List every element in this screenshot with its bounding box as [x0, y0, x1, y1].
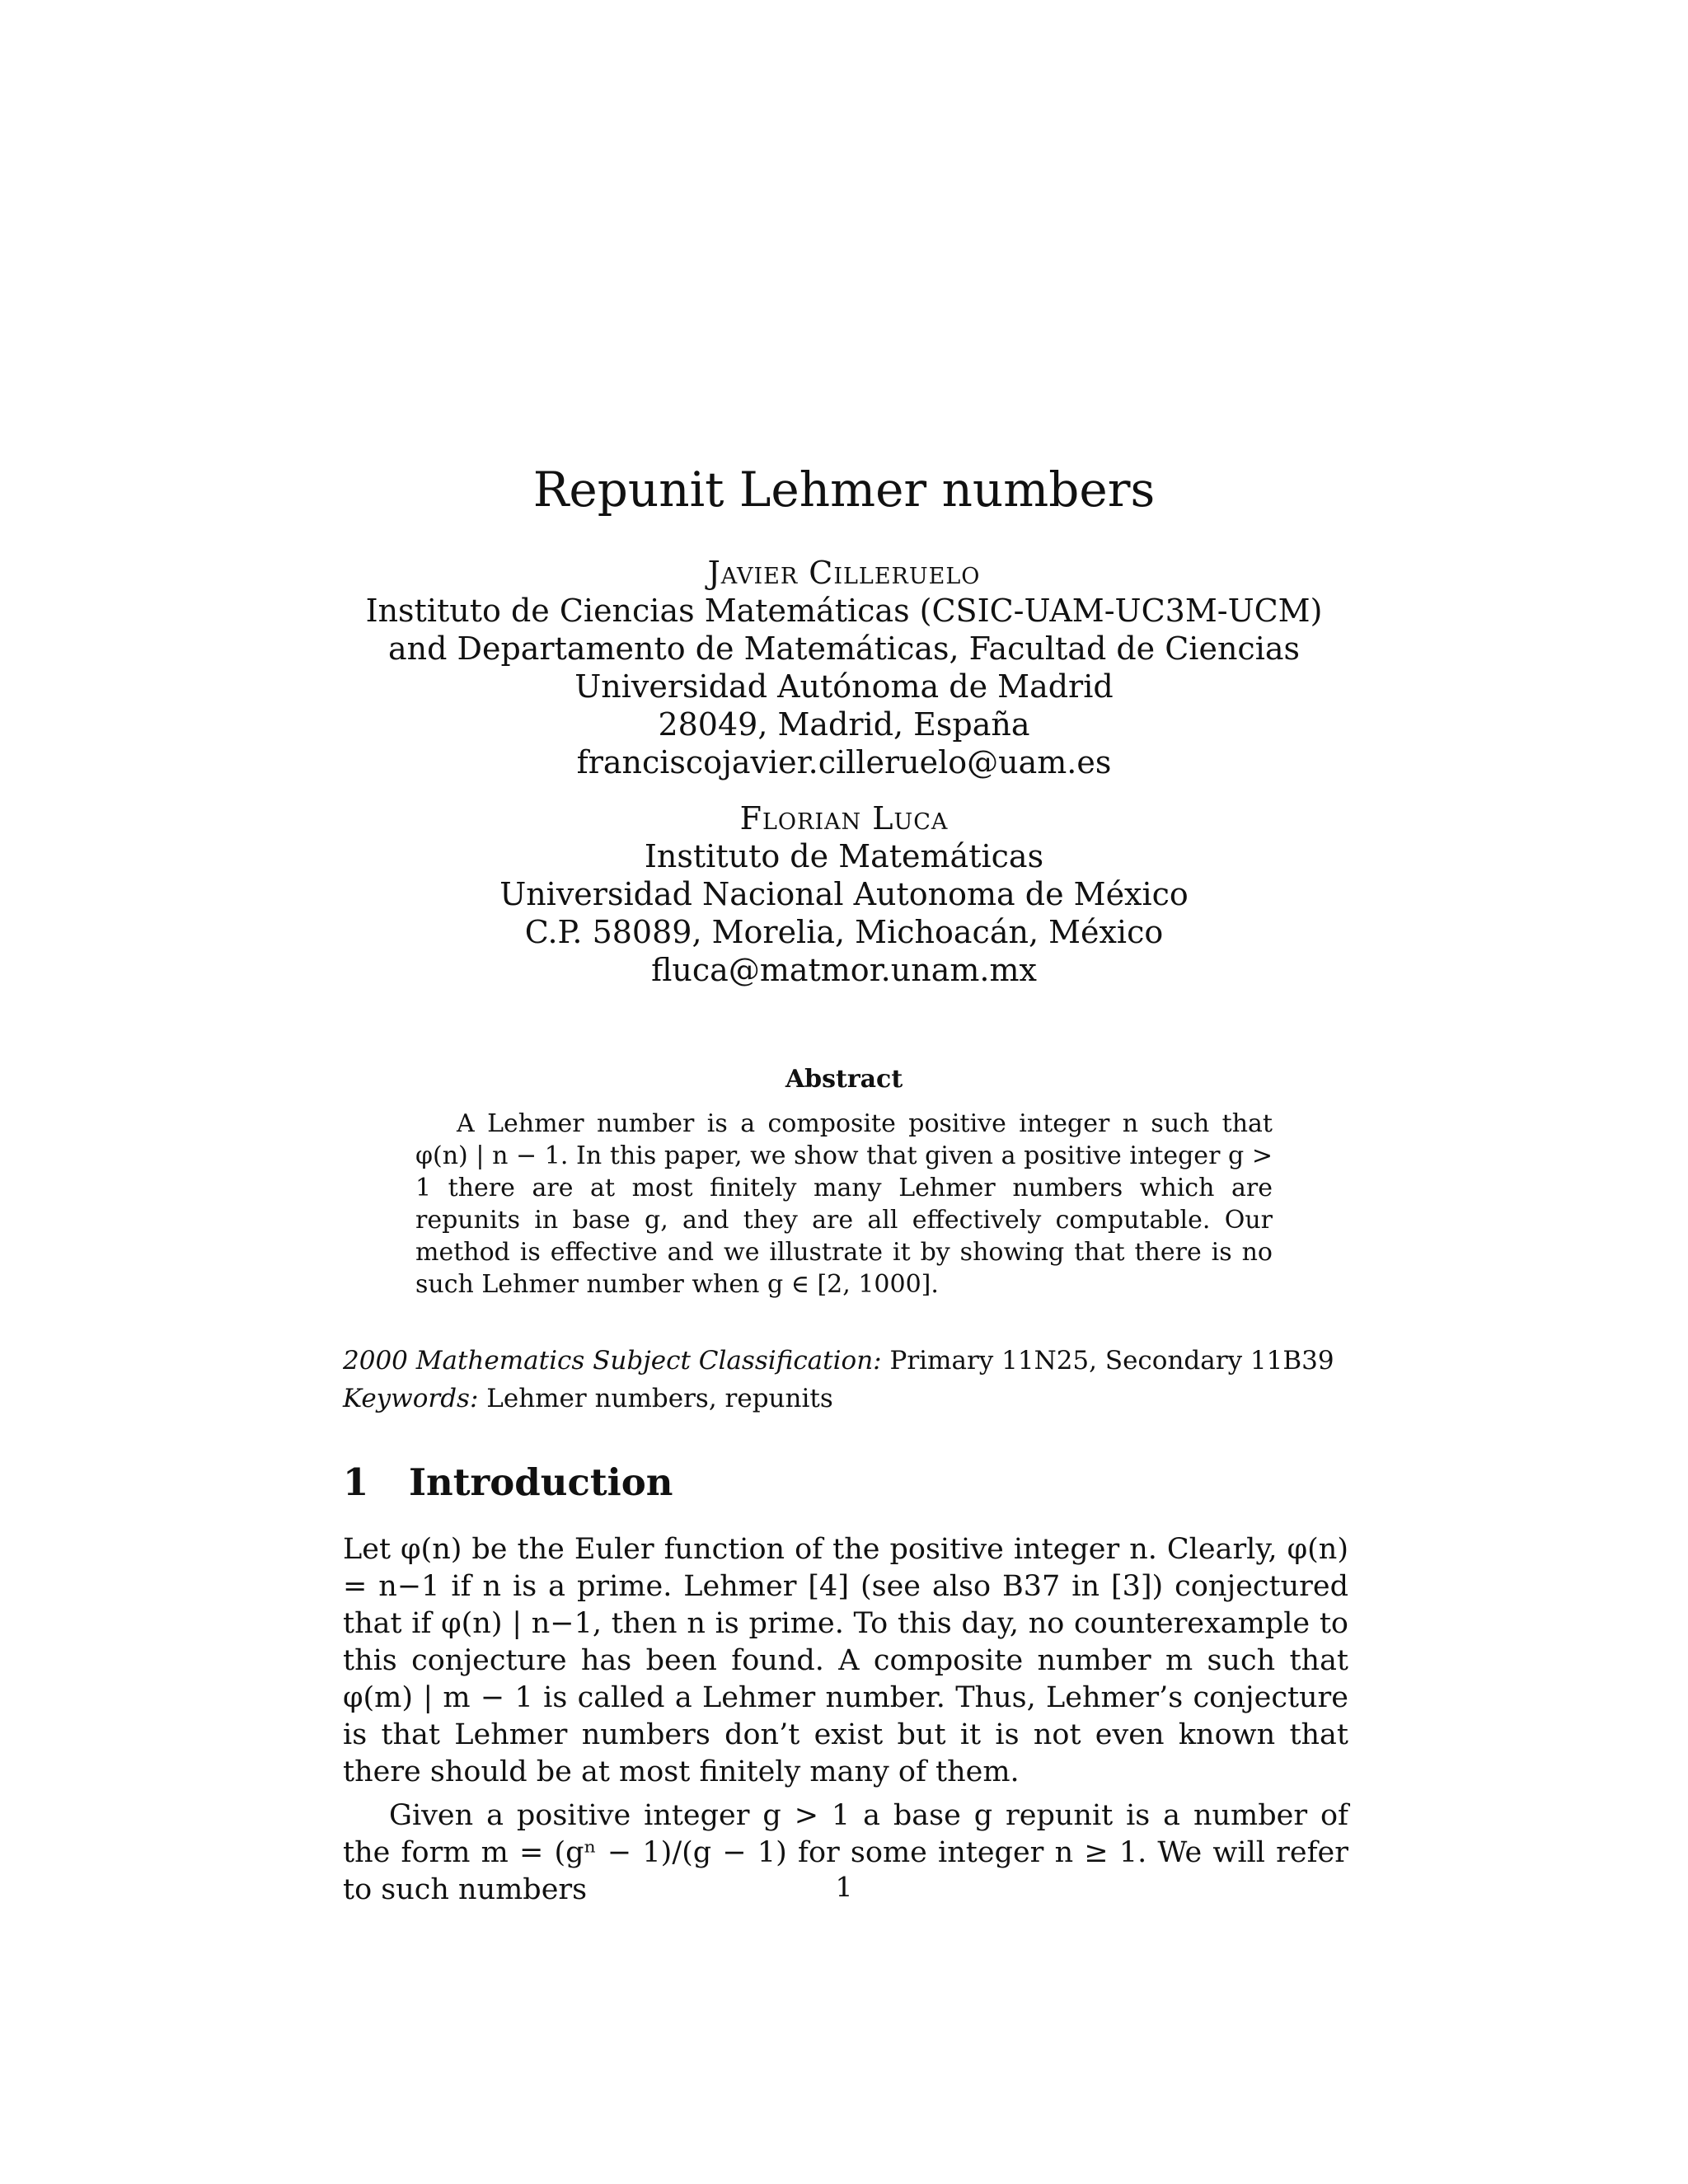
author-email: fluca@matmor.unam.mx — [651, 952, 1037, 988]
page-number: 1 — [835, 1871, 853, 1903]
author-name: Florian Luca — [739, 800, 949, 837]
affiliation-line: C.P. 58089, Morelia, Michoacán, México — [524, 914, 1164, 950]
msc-label: 2000 Mathematics Subject Classification: — [343, 1346, 882, 1376]
affiliation-line: 28049, Madrid, España — [658, 706, 1030, 743]
paragraph: Given a positive integer g > 1 a base g repunit is a number of the form m = (gⁿ − 1)/(g − 1) for some integer n ≥ 1. We will refer to such numbers — [343, 1799, 1348, 1906]
affiliation-line: and Departamento de Matemáticas, Facultad de Ciencias — [387, 630, 1301, 667]
author-email: franciscojavier.cilleruelo@uam.es — [576, 744, 1112, 780]
paragraph: Let φ(n) be the Euler function of the positive integer n. Clearly, φ(n) = n−1 if n is a prime. Lehmer [4] (see also B37 in [3]) conjectured that if φ(n) | n−1, then n is prime. To this day, no counterexample to this conjecture has been found. A composite number m such that φ(m) | m − 1 is called a Lehmer number. Thus, Lehmer’s conjecture is that Lehmer numbers don’t exist but it is not even known that there should be at most finitely many of them. — [343, 1533, 1348, 1788]
author-name: Javier Cilleruelo — [707, 555, 981, 591]
abstract-body — [415, 1108, 1273, 1301]
affiliation-line: Instituto de Ciencias Matemáticas (CSIC-UAM-UC3M-UCM) — [365, 593, 1323, 629]
abstract-text: A Lehmer number is a composite positive integer n such that φ(n) | n − 1. In this paper, we show that given a positive integer g > 1 there are at most finitely many Lehmer numbers which are repunits in base g, and they are all effectively computable. Our method is effective and we illustrate it by showing that there is no such Lehmer number when g ∈ [2, 1000]. — [415, 1109, 1273, 1299]
affiliation-line: Universidad Nacional Autonoma de México — [499, 876, 1189, 912]
author-block-1 — [0, 554, 1688, 781]
section-heading — [343, 1460, 673, 1504]
classification-block — [343, 1342, 1348, 1418]
section-title: Introduction — [409, 1460, 673, 1504]
author-block-2 — [0, 799, 1688, 989]
keywords-value: Lehmer numbers, repunits — [486, 1384, 833, 1413]
section-body — [343, 1531, 1348, 1909]
affiliation-line: Universidad Autónoma de Madrid — [574, 668, 1114, 705]
abstract-heading: Abstract — [785, 1065, 903, 1094]
section-number: 1 — [343, 1460, 369, 1504]
msc-value: Primary 11N25, Secondary 11B39 — [889, 1346, 1334, 1376]
keywords-line — [343, 1380, 1348, 1418]
msc-line — [343, 1342, 1348, 1380]
keywords-label: Keywords: — [343, 1384, 479, 1413]
affiliation-line: Instituto de Matemáticas — [644, 838, 1044, 874]
paper-title: Repunit Lehmer numbers — [532, 462, 1156, 518]
